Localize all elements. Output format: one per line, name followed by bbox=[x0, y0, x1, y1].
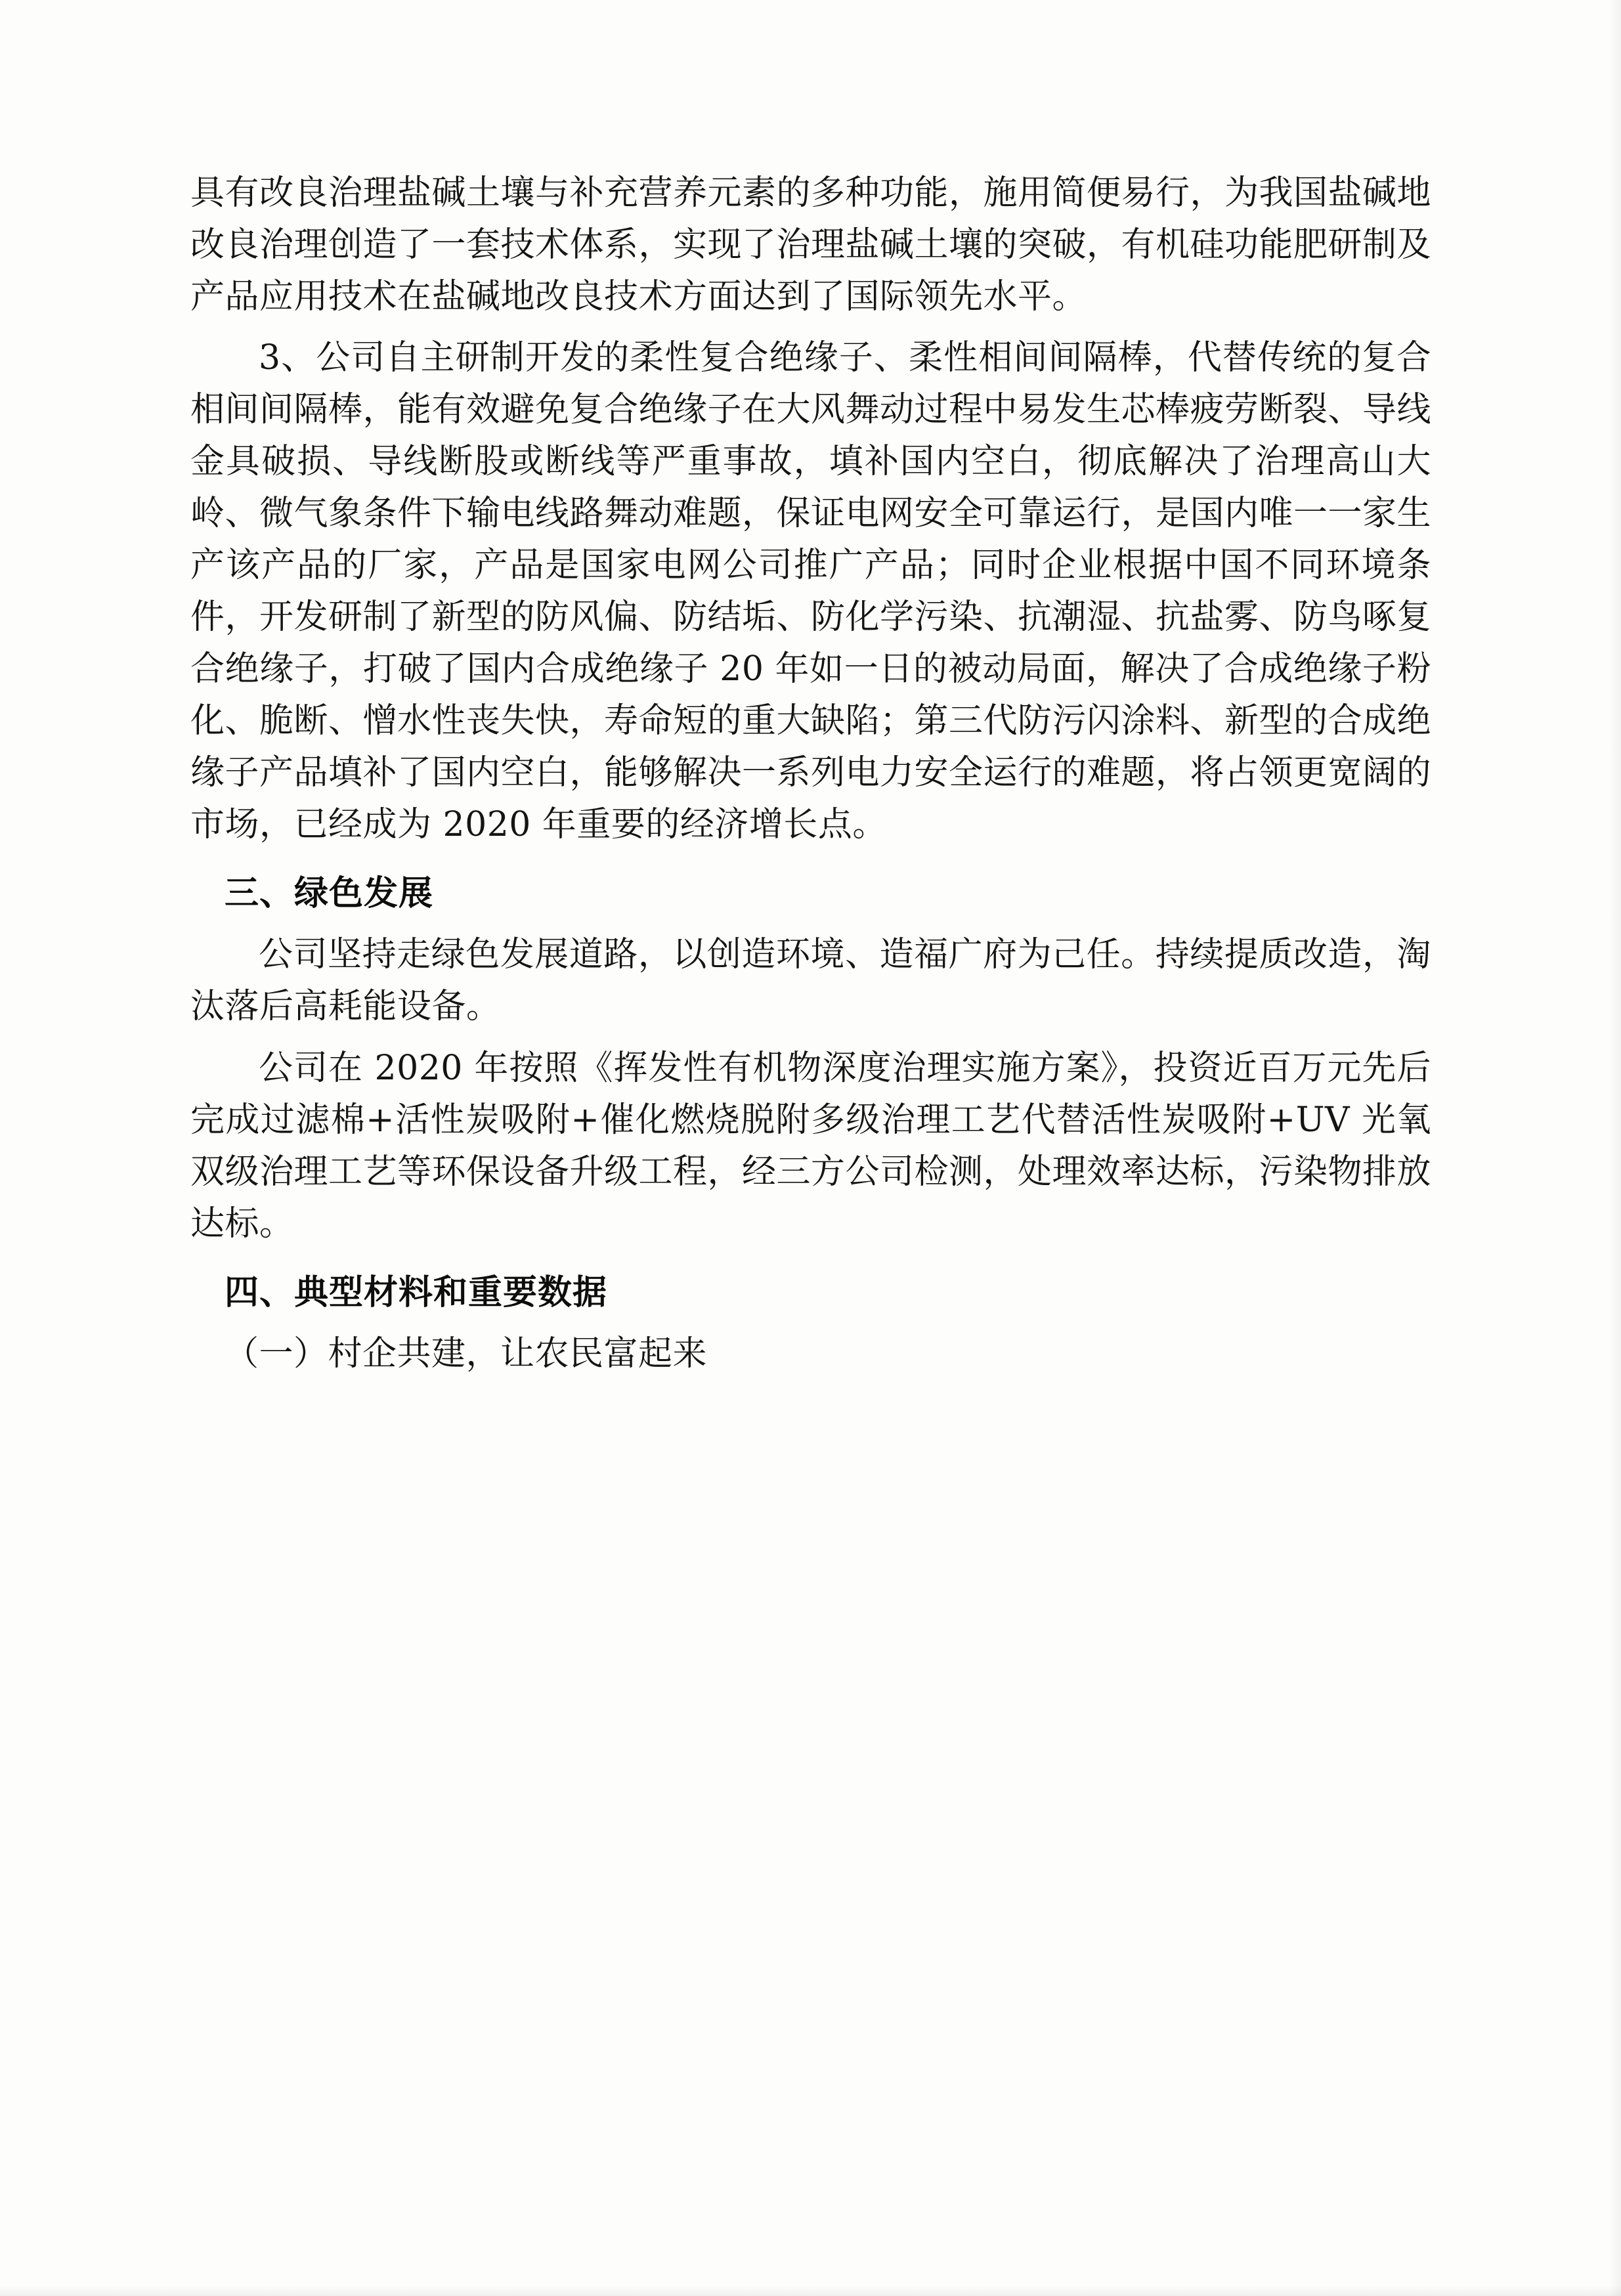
paragraph-green-development-2: 公司在 2020 年按照《挥发性有机物深度治理实施方案》，投资近百万元先后完成过滤棉+活性炭吸附+催化燃烧脱附多级治理工艺代替活性炭吸附+UV 光氧双级治理工艺等环保设备升级工程，经三方公司检测，处理效率达标，污染物排放达标。 bbox=[190, 1048, 1432, 1244]
subheading-section-four-item-one: （一）村企共建，让农民富起来 bbox=[225, 1333, 708, 1374]
paragraph-continuation: 具有改良治理盐碱土壤与补充营养元素的多种功能，施用简便易行，为我国盐碱地改良治理创造了一套技术体系，实现了治理盐碱土壤的突破，有机硅功能肥研制及产品应用技术在盐碱地改良技术方面达到了国际领先水平。 bbox=[190, 173, 1432, 317]
paragraph-green-development-1: 公司坚持走绿色发展道路，以创造环境、造福广府为己任。持续提质改造，淘汰落后高耗能设备。 bbox=[190, 935, 1431, 1027]
heading-section-three: 三、绿色发展 bbox=[225, 874, 434, 914]
heading-section-four: 四、典型材料和重要数据 bbox=[225, 1272, 608, 1312]
document-body bbox=[190, 167, 1431, 1380]
paragraph-item-3: 3、公司自主研制开发的柔性复合绝缘子、柔性相间间隔棒，代替传统的复合相间间隔棒，能有效避免复合绝缘子在大风舞动过程中易发生芯棒疲劳断裂、导线金具破损、导线断股或断线等严重事故，填补国内空白，彻底解决了治理高山大岭、微气象条件下输电线路舞动难题，保证电网安全可靠运行，是国内唯一一家生产该产品的厂家，产品是国家电网公司推广产品；同时企业根据中国不同环境条件，开发研制了新型的防风偏、防结垢、防化学污染、抗潮湿、抗盐雾、防鸟啄复合绝缘子，打破了国内合成绝缘子 20 年如一日的被动局面，解决了合成绝缘子粉化、脆断、憎水性丧失快，寿命短的重大缺陷；第三代防污闪涂料、新型的合成绝缘子产品填补了国内空白，能够解决一系列电力安全运行的难题，将占领更宽阔的市场，已经成为 2020 年重要的经济增长点。 bbox=[190, 338, 1432, 845]
